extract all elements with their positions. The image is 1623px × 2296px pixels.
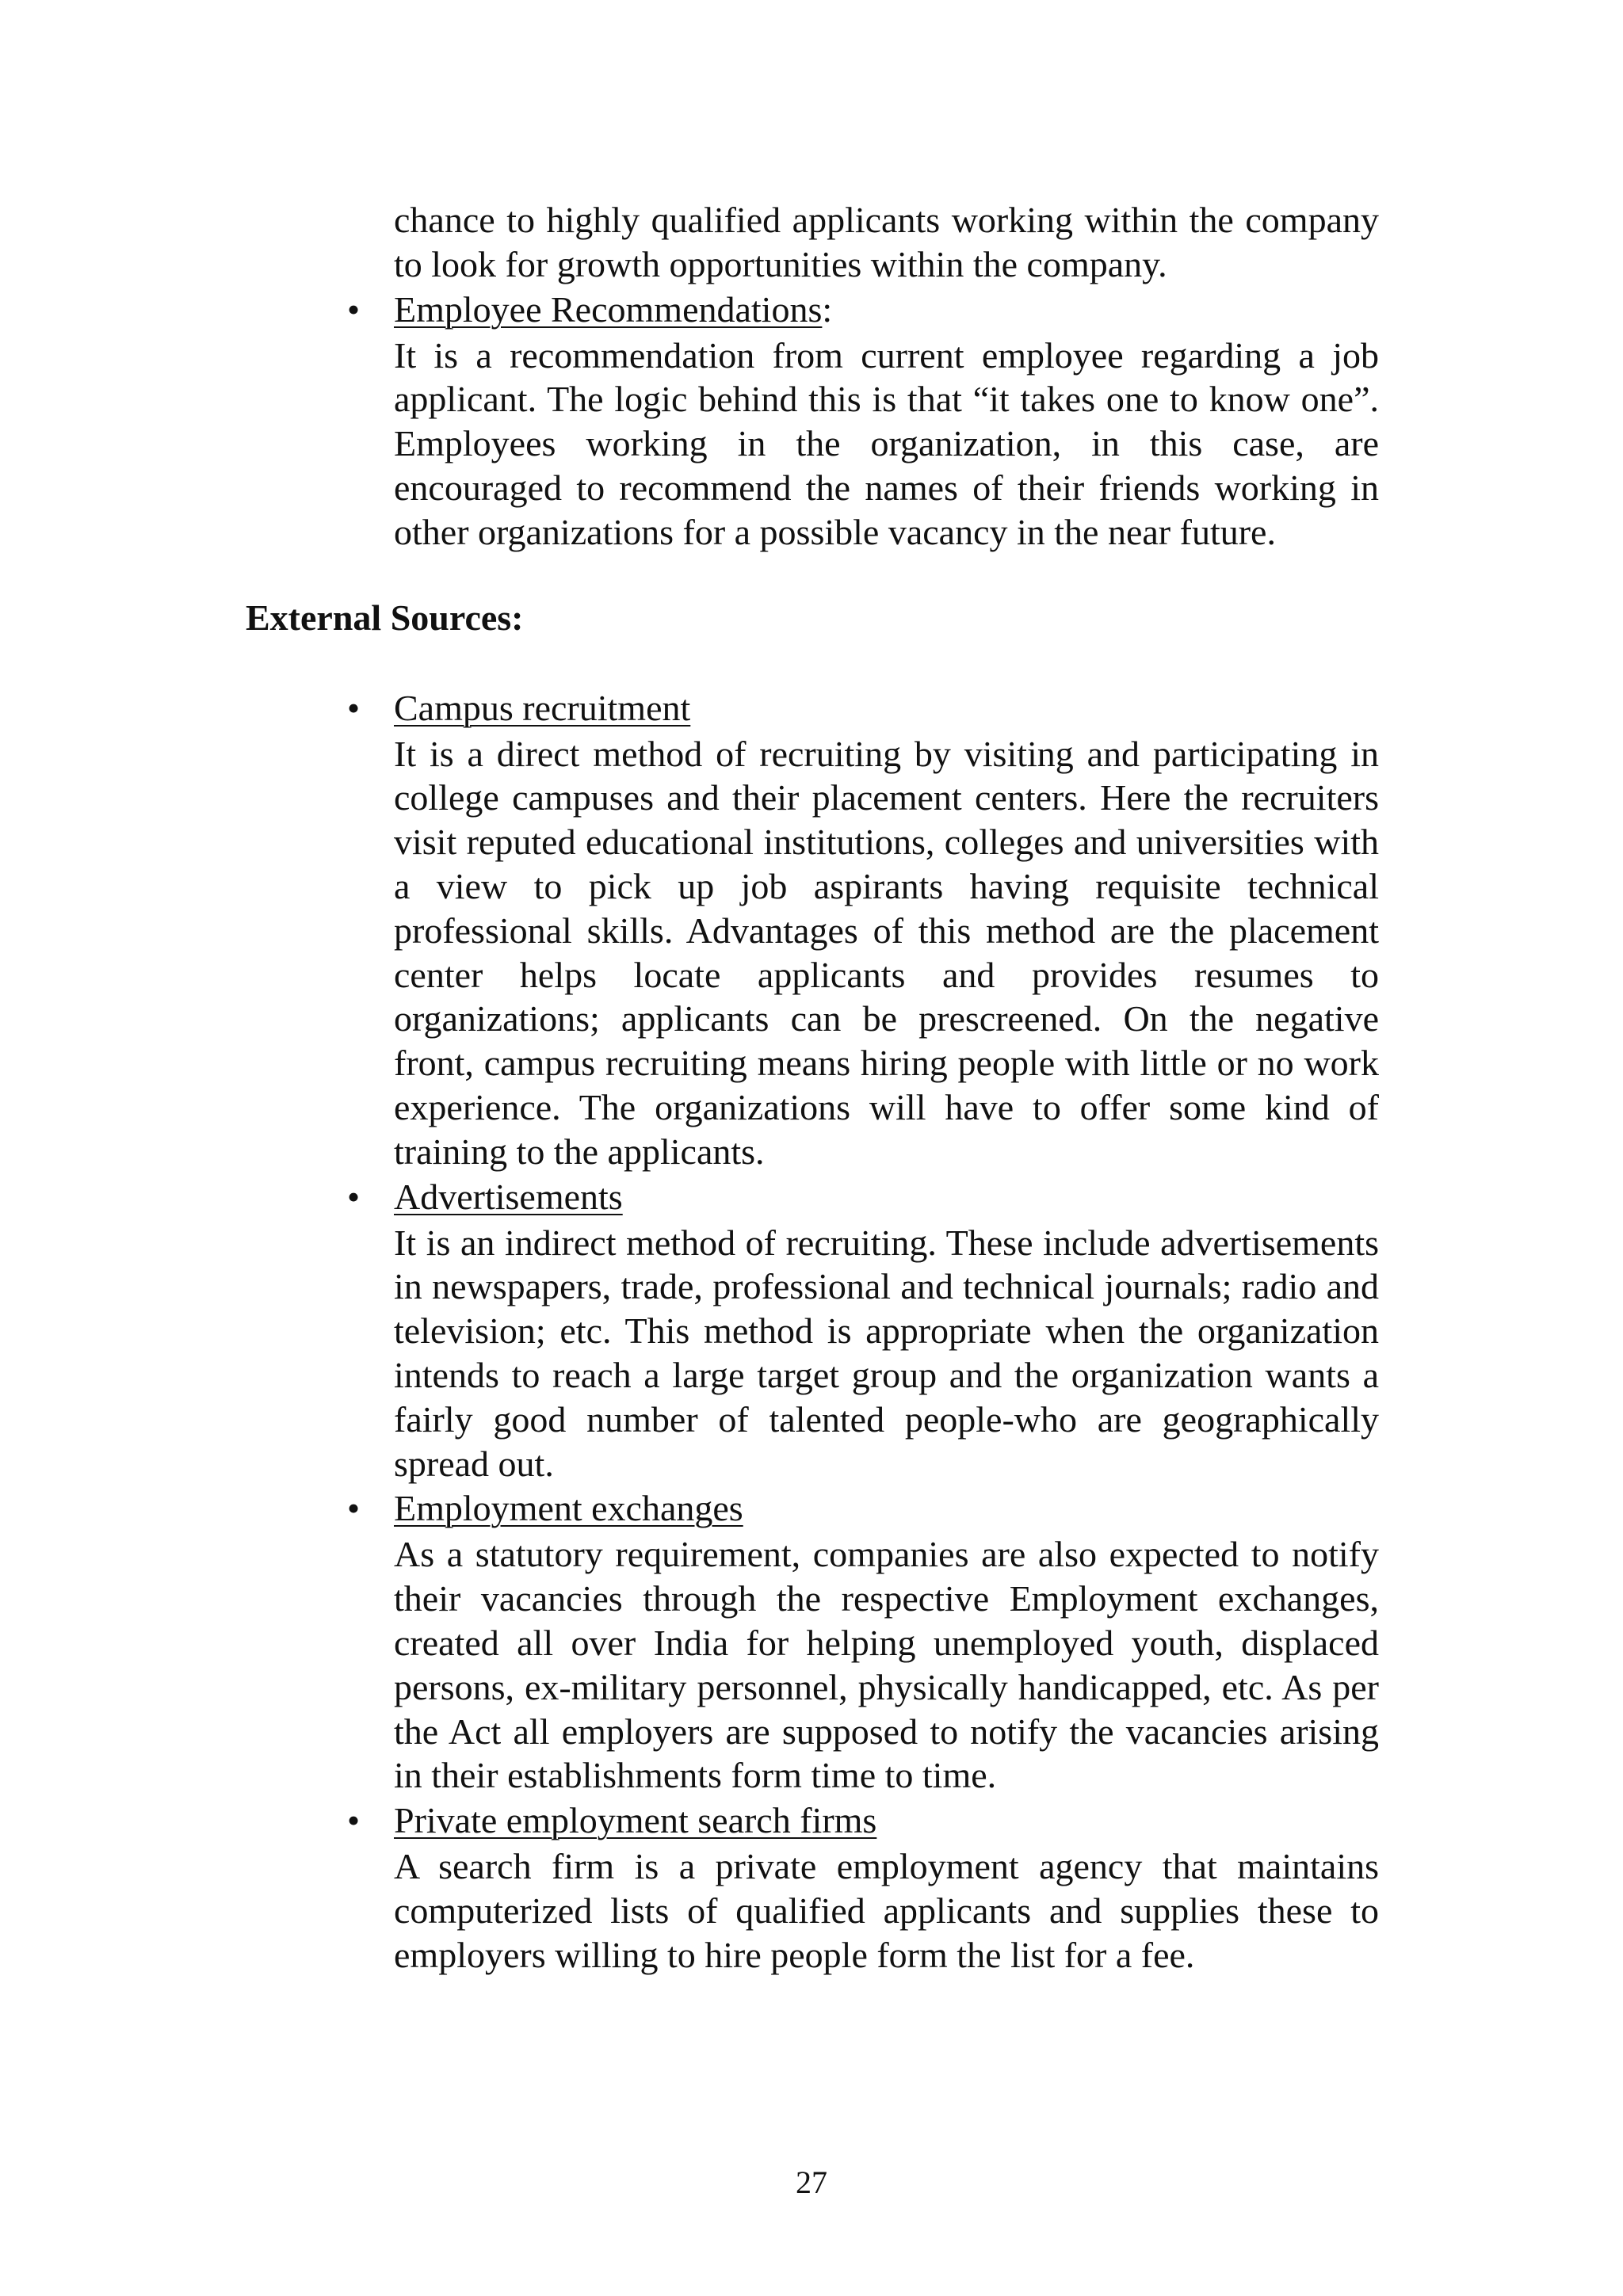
bullet-icon: •: [346, 288, 361, 330]
list-item-title: Employee Recommendations: [394, 288, 823, 330]
list-item-employee-recommendations: [346, 287, 1379, 555]
list-item-employment-exchanges: [346, 1486, 1379, 1798]
bullet-icon: •: [346, 1176, 361, 1217]
list-item-body: It is a recommendation from current employee regarding a job applicant. The logic behind this is that “it takes one to know one”. Employees working in the organization, in this case, are encouraged to recommend the names of their friends working in other organizations for a possible vacancy in the near future.: [394, 334, 1379, 552]
list-item-body: As a statutory requirement, companies are also expected to notify their vacancies through the respective Employment exchanges, created all over India for helping unemployed youth, displaced persons, ex-military personnel, physically handicapped, etc. As per the Act all employers are supposed to notify the vacancies arising in their establishments form time to time.: [394, 1534, 1379, 1796]
title-colon: :: [822, 288, 833, 330]
bullet-icon: •: [346, 1800, 361, 1841]
section-heading-external-sources: External Sources:: [246, 597, 524, 638]
page-number: 27: [796, 2164, 827, 2200]
list-item-body: A search firm is a private employment agency that maintains computerized lists of qualified applicants and supplies these to employers willing to hire people form the list for a fee.: [394, 1846, 1379, 1975]
continuation-paragraph: chance to highly qualified applicants working within the company to look for growth opportunities within the company.: [394, 200, 1379, 284]
list-item-title: Advertisements: [394, 1176, 623, 1217]
list-item-header: [346, 1486, 1379, 1531]
bullet-icon: •: [346, 687, 361, 728]
list-item-body: It is a direct method of recruiting by visiting and participating in college campuses and their placement centers. Here the recruiters visit reputed educational institutions, colleges and universities with a view to pick up job aspirants having requisite technical professional skills. Advantages of this method are the placement center helps locate applicants and provides resumes to organizations; applicants can be prescreened. On the negative front, campus recruiting means hiring people with little or no work experience. The organizations will have to offer some kind of training to the applicants.: [394, 733, 1379, 1172]
list-item-title: Private employment search firms: [394, 1800, 877, 1841]
bullet-icon: •: [346, 1488, 361, 1529]
list-item-title: Employment exchanges: [394, 1488, 743, 1529]
list-item-header: [346, 1798, 1379, 1843]
list-item-body: It is an indirect method of recruiting. These include advertisements in newspapers, trade, professional and technical journals; radio and television; etc. This method is appropriate when the organization intends to reach a large target group and the organization wants a fairly good number of talented people-who are geographically spread out.: [394, 1222, 1379, 1484]
list-item-private-search-firms: [346, 1798, 1379, 1977]
list-item-header: [346, 1174, 1379, 1219]
list-item-advertisements: [346, 1174, 1379, 1486]
list-item-title: Campus recruitment: [394, 687, 691, 728]
list-item-header: [346, 287, 1379, 332]
list-item-campus-recruitment: [346, 685, 1379, 1174]
page-content: [246, 198, 1379, 1978]
list-item-header: [346, 685, 1379, 730]
